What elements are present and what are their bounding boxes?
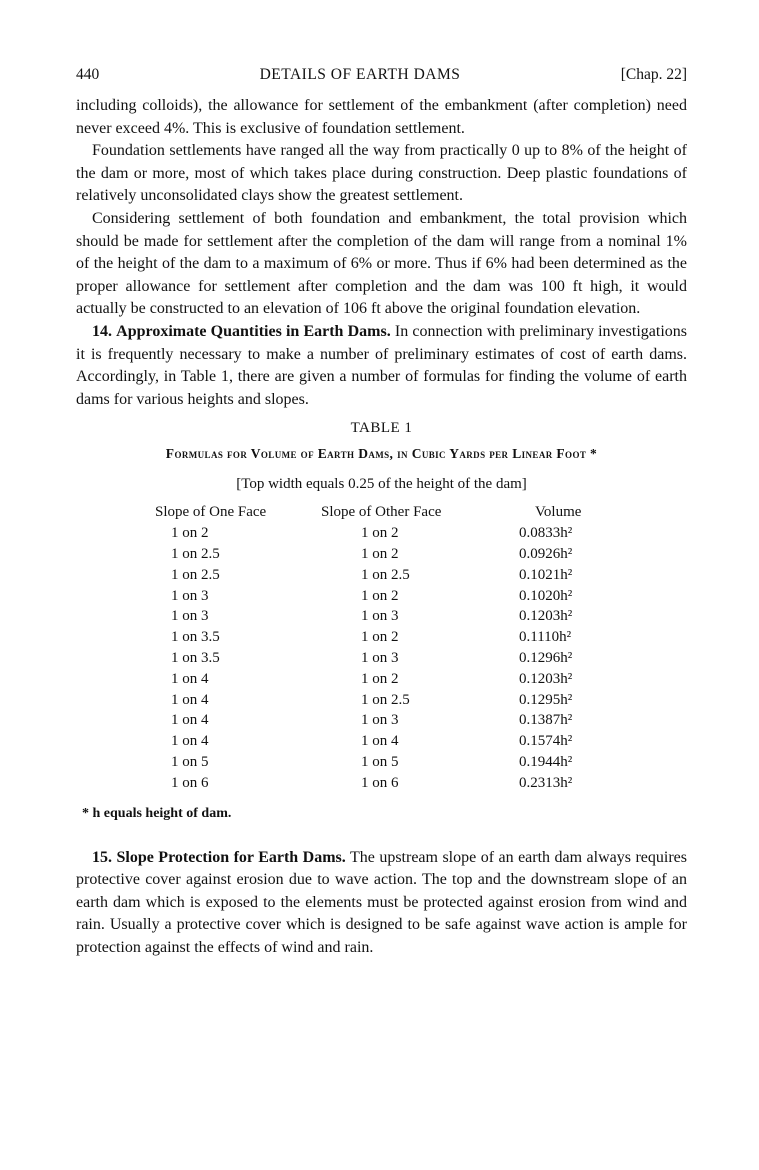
section-14-text: In connection with preliminary investigations it is frequently necessary to make a number of preliminary estimates of cost of earth dams. Accordingly, in Table 1, there are given a number of formulas for finding the volume of earth dams for various heights and slopes. — [76, 322, 687, 408]
table-row — [155, 669, 645, 690]
chapter-label: [Chap. 22] — [620, 66, 687, 83]
cell-volume: 0.1021h² — [519, 566, 573, 583]
table-row — [155, 544, 645, 565]
table-row — [155, 773, 645, 794]
cell-slope-one-face: 1 on 6 — [171, 774, 209, 791]
cell-slope-other-face: 1 on 3 — [361, 649, 399, 666]
cell-slope-other-face: 1 on 5 — [361, 753, 399, 770]
paragraph-foundation-settlements: Foundation settlements have ranged all the way from practically 0 up to 8% of the height of the dam or more, most of which takes place during construction. Deep plastic foundations of relatively unconsolidated clays show the greatest settlement. — [76, 142, 687, 205]
cell-slope-one-face: 1 on 3.5 — [171, 649, 220, 666]
cell-volume: 0.0926h² — [519, 546, 573, 562]
cell-slope-one-face: 1 on 4 — [171, 733, 209, 750]
document-page — [76, 66, 687, 960]
column-header-other-face: Slope of Other Face — [321, 503, 442, 520]
table-title: TABLE 1 — [350, 420, 413, 437]
cell-slope-other-face: 1 on 2 — [361, 525, 399, 542]
section-14-heading: Approximate Quantities in Earth Dams. — [116, 322, 391, 340]
cell-volume: 0.1020h² — [519, 587, 573, 604]
cell-volume: 0.1203h² — [519, 670, 573, 687]
table-row — [155, 648, 645, 669]
table-row — [155, 565, 645, 586]
table-subcaption: [Top width equals 0.25 of the height of the dam] — [236, 476, 527, 493]
paragraph-total-provision: Considering settlement of both foundation and embankment, the total provision which should be made for settlement after the completion of the dam will range from a nominal 1% of the height of the dam to a maximum of 6% or more. Thus if 6% had been determined as the proper allowance for settlement after completion and the dam was 100 ft high, it would actually be constructed to an elevation of 106 ft above the original foundation elevation. — [76, 209, 687, 318]
cell-slope-one-face: 1 on 2.5 — [171, 546, 220, 562]
table-row — [155, 523, 645, 544]
cell-slope-one-face: 1 on 3 — [171, 587, 209, 604]
table-header-row — [155, 501, 645, 523]
cell-slope-one-face: 1 on 4 — [171, 691, 209, 708]
cell-volume: 0.1203h² — [519, 608, 573, 625]
column-header-one-face: Slope of One Face — [155, 503, 267, 520]
cell-volume: 0.1296h² — [519, 649, 573, 666]
section-15 — [76, 847, 687, 960]
table-row — [155, 627, 645, 648]
cell-volume: 0.1944h² — [519, 753, 573, 770]
paragraph-continued: including colloids), the allowance for settlement of the embankment (after completion) need never exceed 4%. This is exclusive of foundation settlement. — [76, 97, 687, 137]
table-body — [155, 523, 645, 793]
cell-slope-one-face: 1 on 4 — [171, 712, 209, 729]
cell-volume: 0.0833h² — [519, 525, 573, 542]
column-header-volume: Volume — [535, 503, 582, 520]
cell-volume: 0.1574h² — [519, 733, 573, 750]
cell-slope-one-face: 1 on 3 — [171, 608, 209, 625]
section-15-number: 15. — [92, 848, 112, 866]
section-15-heading: Slope Protection for Earth Dams. — [116, 848, 346, 866]
section-15-text: The upstream slope of an earth dam always requires protective cover against erosion due to wave action. The top and the downstream slope of an earth dam which is exposed to the elements must be protected against erosion from wind and rain. Usually a protective cover which is designed to be safe against wave action is ample for protection against the effects of wind and rain. — [76, 848, 687, 957]
cell-slope-one-face: 1 on 5 — [171, 753, 209, 770]
table-row — [155, 690, 645, 711]
cell-slope-one-face: 1 on 2 — [171, 525, 209, 542]
section-14-number: 14. — [92, 322, 112, 340]
table-row — [155, 752, 645, 773]
section-14 — [76, 321, 687, 411]
cell-slope-other-face: 1 on 6 — [361, 774, 399, 791]
cell-slope-one-face: 1 on 3.5 — [171, 629, 220, 646]
table-caption — [76, 443, 687, 465]
cell-slope-other-face: 1 on 2.5 — [361, 691, 410, 708]
volume-formula-table — [155, 501, 645, 793]
cell-slope-other-face: 1 on 3 — [361, 608, 399, 625]
page-number: 440 — [76, 66, 100, 83]
cell-volume: 0.2313h² — [519, 774, 573, 791]
cell-slope-other-face: 1 on 2 — [361, 546, 399, 562]
table-row — [155, 710, 645, 731]
cell-volume: 0.1295h² — [519, 691, 573, 708]
cell-slope-one-face: 1 on 2.5 — [171, 566, 220, 583]
cell-volume: 0.1110h² — [519, 629, 572, 646]
running-header — [76, 66, 687, 84]
table-footnote: * h equals height of dam. — [82, 805, 232, 821]
cell-volume: 0.1387h² — [519, 712, 573, 729]
cell-slope-other-face: 1 on 2 — [361, 670, 399, 687]
cell-slope-other-face: 1 on 2 — [361, 587, 399, 604]
table-row — [155, 731, 645, 752]
cell-slope-other-face: 1 on 2.5 — [361, 566, 410, 583]
cell-slope-one-face: 1 on 4 — [171, 670, 209, 687]
table-row — [155, 607, 645, 628]
cell-slope-other-face: 1 on 4 — [361, 733, 399, 750]
cell-slope-other-face: 1 on 2 — [361, 629, 399, 646]
running-title: DETAILS OF EARTH DAMS — [259, 66, 461, 83]
table-caption-text: Formulas for Volume of Earth Dams, in Cubic Yards per Linear Foot * — [165, 446, 598, 462]
table-row — [155, 586, 645, 607]
cell-slope-other-face: 1 on 3 — [361, 712, 399, 729]
